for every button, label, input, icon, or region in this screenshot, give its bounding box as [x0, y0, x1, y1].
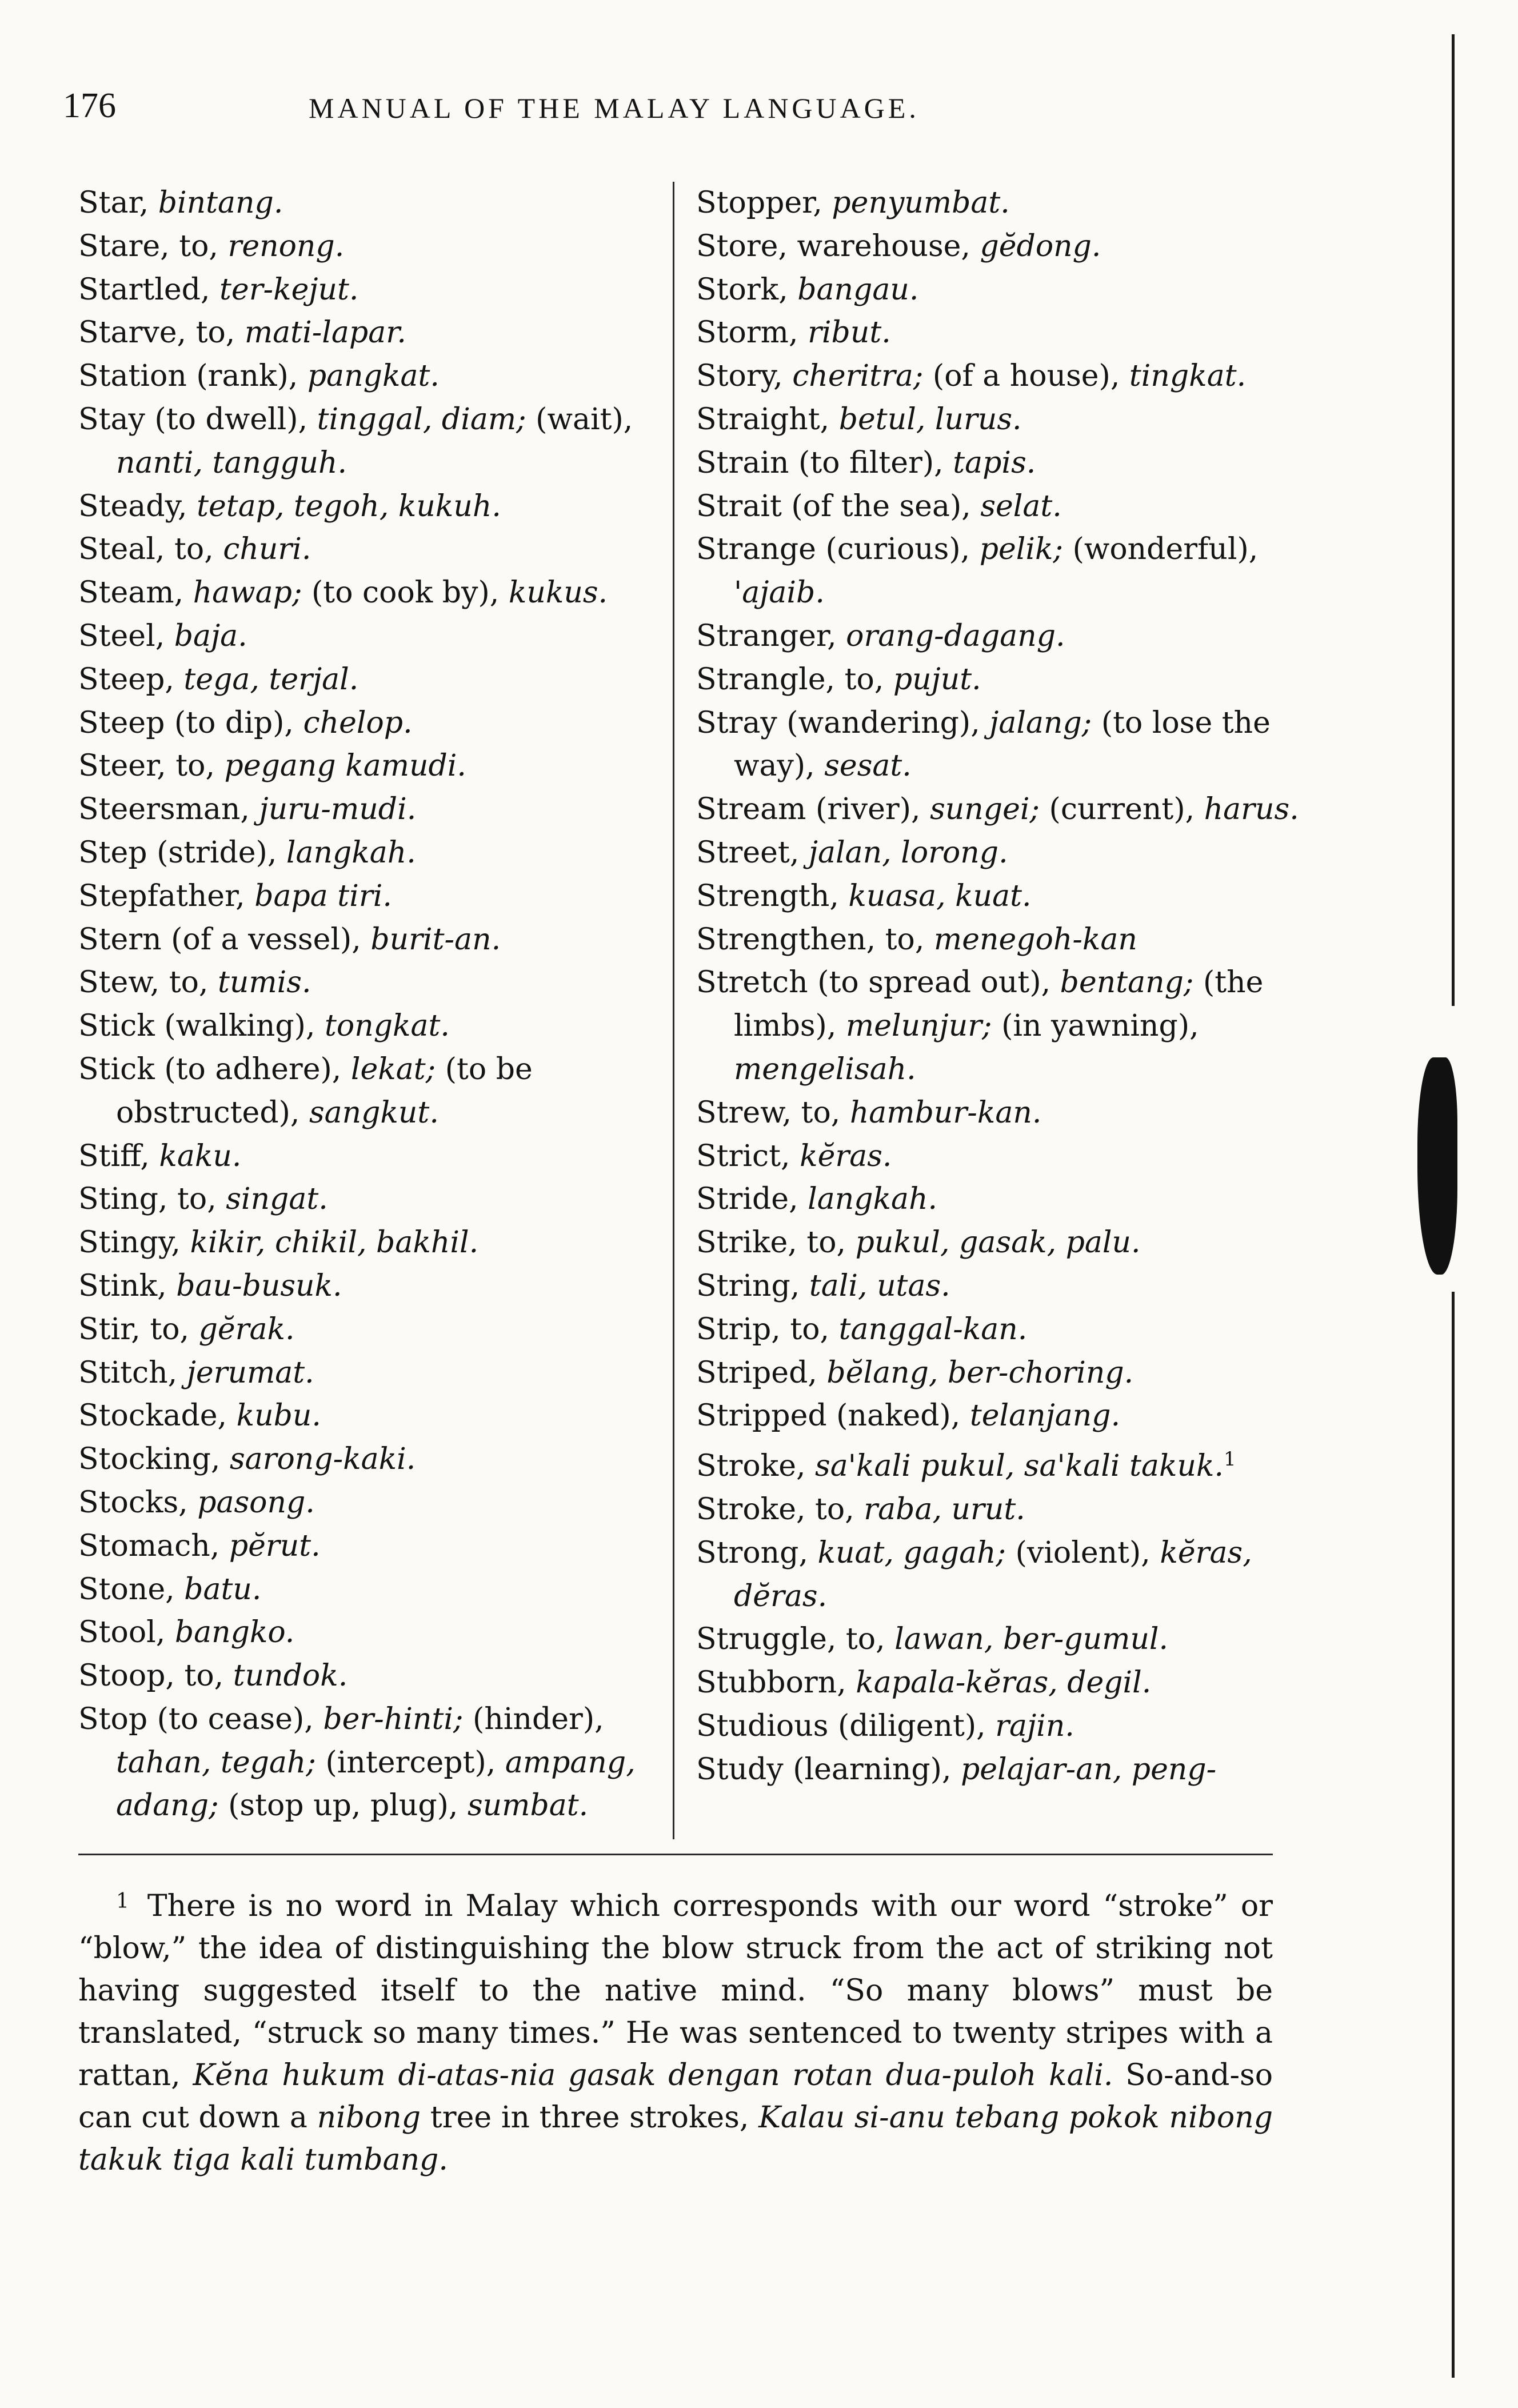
english-term: Studious (diligent),	[696, 1708, 996, 1743]
malay-term: nanti, tangguh.	[116, 445, 347, 480]
malay-term: sesat.	[824, 749, 912, 784]
english-term: Stretch (to spread out),	[696, 965, 1060, 1000]
malay-term: lawan, ber-gumul.	[894, 1622, 1169, 1657]
dictionary-entry	[78, 745, 684, 788]
malay-term: burit-an.	[370, 922, 501, 957]
english-term: Stride,	[696, 1182, 808, 1217]
english-term: Store, warehouse,	[696, 229, 980, 263]
english-term: (to be obstructed),	[116, 1052, 533, 1130]
english-term: Steal, to,	[78, 532, 223, 567]
english-term: Strangle, to,	[696, 662, 893, 697]
malay-term: sungei;	[930, 792, 1040, 827]
malay-term: jalang;	[989, 705, 1092, 740]
dictionary-entry	[696, 1488, 1336, 1532]
malay-term: pukul, gasak, palu.	[855, 1225, 1141, 1260]
malay-term: tali, utas.	[809, 1268, 950, 1303]
english-term: There is no word in Malay which corresponds with our word “stroke” or “blow,” the idea of distinguishing the blow struck from the act of striking not having suggested itself to the native mind. “So many blows” must be translated, “struck so many times.” He was sentenced to twenty stripes with a rattan,	[78, 1889, 1273, 2092]
malay-term: bapa tiri.	[254, 878, 392, 913]
malay-term: tanggal-kan.	[838, 1312, 1028, 1347]
english-term: (the limbs),	[734, 965, 1264, 1044]
malay-term: harus.	[1204, 792, 1299, 827]
malay-term: tinggal, diam;	[317, 402, 526, 437]
english-term: Stranger,	[696, 618, 846, 653]
malay-term: pelajar-an, peng-	[961, 1752, 1217, 1787]
malay-term: menegoh-kan	[933, 922, 1137, 957]
dictionary-entry	[696, 1352, 1336, 1395]
dictionary-entry	[78, 225, 684, 269]
malay-term: tetap, tegoh, kukuh.	[197, 489, 501, 524]
malay-term: selat.	[980, 489, 1062, 524]
malay-term: 'ajaib.	[734, 576, 825, 610]
malay-term: bintang.	[158, 186, 283, 220]
english-term: Striped,	[696, 1355, 827, 1390]
english-term: Stingy,	[78, 1225, 190, 1260]
malay-term: lekat;	[350, 1052, 436, 1087]
dictionary-entry	[696, 875, 1336, 919]
malay-term: ter-kejut.	[219, 272, 359, 307]
malay-term: jerumat.	[186, 1355, 314, 1390]
malay-term: sarong-kaki.	[229, 1442, 416, 1477]
page-edge-ink-blot	[1417, 1057, 1457, 1275]
dictionary-entry	[696, 225, 1336, 269]
dictionary-entry	[78, 1525, 684, 1568]
dictionary-entry	[78, 875, 684, 919]
dictionary-entry	[78, 1048, 684, 1135]
english-term: Stepfather,	[78, 878, 255, 913]
dictionary-entry	[696, 961, 1336, 1091]
english-term: Strength,	[696, 878, 849, 913]
dictionary-entry	[696, 312, 1336, 355]
malay-term: melunjur;	[845, 1009, 992, 1044]
english-term: Strengthen, to,	[696, 922, 934, 957]
english-term: Strict,	[696, 1139, 800, 1173]
english-term: Storm,	[696, 316, 808, 350]
english-term: Stockade,	[78, 1399, 237, 1433]
malay-term: kukus.	[508, 576, 608, 610]
english-term: Stocks,	[78, 1485, 198, 1520]
english-term: (in yawning),	[992, 1009, 1199, 1044]
dictionary-entry	[696, 1395, 1336, 1438]
english-term: Straight,	[696, 402, 839, 437]
dictionary-entry	[78, 1005, 684, 1048]
malay-term: hambur-kan.	[849, 1095, 1042, 1130]
english-term: (to cook by),	[302, 576, 509, 610]
english-term: Stoop, to,	[78, 1659, 233, 1694]
malay-term: raba, urut.	[864, 1492, 1025, 1527]
dictionary-entry	[78, 1698, 684, 1828]
english-term: (wait),	[526, 402, 633, 437]
english-term: Stubborn,	[696, 1666, 856, 1700]
english-term: Steam,	[78, 576, 193, 610]
english-term: Startled,	[78, 272, 220, 307]
dictionary-entry	[696, 1532, 1336, 1619]
malay-term: langkah.	[286, 835, 416, 870]
malay-term: gĕdong.	[980, 229, 1101, 263]
dictionary-entry	[78, 1352, 684, 1395]
malay-term: telanjang.	[969, 1399, 1121, 1433]
english-term: Stern (of a vessel),	[78, 922, 371, 957]
malay-term: tingkat.	[1129, 359, 1247, 394]
malay-term: pĕrut.	[229, 1528, 321, 1563]
english-term: Station (rank),	[78, 359, 307, 394]
english-term: Stitch,	[78, 1355, 187, 1390]
dictionary-entry	[696, 528, 1336, 615]
dictionary-entry	[78, 1438, 684, 1481]
english-term: Strike, to,	[696, 1225, 856, 1260]
malay-term: juru-mudi.	[259, 792, 417, 827]
dictionary-entry	[78, 355, 684, 398]
english-term: Strip, to,	[696, 1312, 839, 1347]
english-term: Strong,	[696, 1535, 818, 1570]
dictionary-entry	[696, 398, 1336, 442]
dictionary-entry	[78, 615, 684, 658]
malay-term: pujut.	[893, 662, 981, 697]
english-term: Stomach,	[78, 1528, 229, 1563]
dictionary-entry	[78, 961, 684, 1005]
english-term: Stir, to,	[78, 1312, 199, 1347]
malay-term: pangkat.	[307, 359, 440, 394]
malay-term: tumis.	[217, 965, 311, 1000]
malay-term: kapala-kĕras, degil.	[856, 1666, 1152, 1700]
dictionary-entry	[78, 398, 684, 485]
dictionary-entry	[78, 919, 684, 962]
english-term: Stork,	[696, 272, 798, 307]
english-term: (current),	[1040, 792, 1204, 827]
malay-term: tapis.	[953, 445, 1036, 480]
dictionary-entry	[696, 1135, 1336, 1179]
english-term: Steer, to,	[78, 749, 225, 784]
english-term: Strain (to filter),	[696, 445, 953, 480]
malay-term: jalan, lorong.	[808, 835, 1008, 870]
english-term: Stream (river),	[696, 792, 930, 827]
dictionary-entry	[696, 182, 1336, 225]
dictionary-entry	[78, 572, 684, 615]
malay-term: tongkat.	[325, 1009, 450, 1044]
english-term: Strait (of the sea),	[696, 489, 981, 524]
running-head: MANUAL OF THE MALAY LANGUAGE.	[309, 92, 920, 124]
malay-term: mati-lapar.	[244, 316, 406, 350]
english-term: (wonderful),	[1063, 532, 1259, 567]
english-term: Steady,	[78, 489, 197, 524]
malay-term: tahan, tegah;	[116, 1745, 316, 1780]
malay-term: nibong	[317, 2100, 421, 2135]
dictionary-entry	[78, 1568, 684, 1612]
dictionary-entry	[696, 832, 1336, 875]
malay-term: Kĕna hukum di-atas-nia gasak dengan rotan dua-puloh kali.	[193, 2058, 1113, 2092]
malay-term: bentang;	[1060, 965, 1194, 1000]
english-term: Stop (to cease),	[78, 1702, 323, 1736]
english-term: Stocking,	[78, 1442, 230, 1477]
page-number: 176	[63, 86, 116, 125]
english-term: Strange (curious),	[696, 532, 980, 567]
dictionary-entry	[696, 1265, 1336, 1308]
dictionary-entry	[78, 1221, 684, 1265]
english-term: Stew, to,	[78, 965, 218, 1000]
right-column	[696, 182, 1336, 1791]
malay-term: langkah.	[808, 1182, 938, 1217]
dictionary-entry	[696, 702, 1336, 789]
malay-term: kaku.	[159, 1139, 242, 1173]
footnote	[78, 1880, 1273, 2181]
dictionary-entry	[696, 1618, 1336, 1662]
english-term: Sting, to,	[78, 1182, 226, 1217]
malay-term: kuasa, kuat.	[848, 878, 1032, 913]
dictionary-entry	[78, 528, 684, 572]
malay-term: tega, terjal.	[183, 662, 359, 697]
left-column	[78, 182, 684, 1828]
english-term: (stop up, plug),	[218, 1788, 468, 1823]
english-term: Stiff,	[78, 1139, 159, 1173]
english-term: Star,	[78, 186, 158, 220]
english-term: (hinder),	[463, 1702, 604, 1736]
malay-term: batu.	[184, 1572, 262, 1607]
malay-term: renong.	[227, 229, 345, 263]
dictionary-entry	[78, 1655, 684, 1698]
footnote-reference: 1	[1224, 1448, 1236, 1471]
dictionary-entry	[696, 658, 1336, 702]
english-term: Steep,	[78, 662, 184, 697]
english-term: tree in three strokes,	[421, 2100, 759, 2135]
english-term: (intercept),	[315, 1745, 505, 1780]
malay-term: kikir, chikil, bakhil.	[190, 1225, 479, 1260]
english-term: String,	[696, 1268, 809, 1303]
english-term: Steersman,	[78, 792, 259, 827]
english-term: (of a house),	[923, 359, 1129, 394]
english-term: Stroke,	[696, 1449, 816, 1484]
malay-term: ampang, adang;	[116, 1745, 636, 1823]
dictionary-entry	[78, 1395, 684, 1438]
english-term: Stay (to dwell),	[78, 402, 317, 437]
dictionary-entry	[696, 355, 1336, 398]
malay-term: sangkut.	[309, 1095, 439, 1130]
dictionary-entry	[78, 485, 684, 529]
dictionary-entry	[78, 658, 684, 702]
dictionary-entry	[696, 1221, 1336, 1265]
malay-term: rajin.	[995, 1708, 1074, 1743]
malay-term: singat.	[226, 1182, 328, 1217]
english-term: Steel,	[78, 618, 174, 653]
english-term: Stink,	[78, 1268, 177, 1303]
malay-term: betul, lurus.	[838, 402, 1022, 437]
english-term: Stopper,	[696, 186, 832, 220]
dictionary-entry	[78, 1178, 684, 1221]
dictionary-entry	[696, 1748, 1336, 1792]
dictionary-entry	[78, 182, 684, 225]
malay-term: chelop.	[303, 705, 413, 740]
english-term: Stare, to,	[78, 229, 228, 263]
dictionary-entry	[78, 1135, 684, 1179]
malay-term: pasong.	[197, 1485, 315, 1520]
dictionary-entry	[78, 832, 684, 875]
column-divider	[673, 182, 674, 1839]
dictionary-entry	[78, 1481, 684, 1525]
malay-term: orang-dagang.	[846, 618, 1065, 653]
malay-term: ber-hinti;	[323, 1702, 464, 1736]
malay-term: tundok.	[233, 1659, 348, 1694]
english-term: Step (stride),	[78, 835, 286, 870]
dictionary-entry	[696, 269, 1336, 312]
dictionary-entry	[696, 442, 1336, 485]
dictionary-entry	[78, 702, 684, 745]
malay-term: pegang kamudi.	[224, 749, 466, 784]
dictionary-entry	[696, 1092, 1336, 1135]
english-term: Strew, to,	[696, 1095, 850, 1130]
malay-term: gĕrak.	[198, 1312, 295, 1347]
page-edge-line-top	[1452, 34, 1455, 1006]
english-term: Starve, to,	[78, 316, 245, 350]
malay-term: kĕras.	[800, 1139, 892, 1173]
dictionary-entry	[78, 1308, 684, 1352]
malay-term: Kalau si-anu tebang pokok nibong takuk tiga kali tumbang.	[78, 2100, 1273, 2177]
footnote-marker: 1	[116, 1890, 129, 1913]
malay-term: kuat, gagah;	[817, 1535, 1006, 1570]
malay-term: bĕlang, ber-choring.	[826, 1355, 1134, 1390]
english-term: Stroke, to,	[696, 1492, 864, 1527]
dictionary-entry	[696, 1178, 1336, 1221]
english-term: Stripped (naked),	[696, 1399, 970, 1433]
malay-term: sa'kali pukul, sa'kali takuk.	[815, 1449, 1224, 1484]
english-term: So-and-so can cut down a	[78, 2058, 1273, 2135]
english-term: Stool,	[78, 1615, 175, 1650]
dictionary-entry	[78, 269, 684, 312]
malay-term: pelik;	[979, 532, 1064, 567]
dictionary-entry	[78, 312, 684, 355]
dictionary-entry	[696, 1705, 1336, 1748]
english-term: Study (learning),	[696, 1752, 961, 1787]
dictionary-entry	[696, 1438, 1336, 1488]
english-term: Stone,	[78, 1572, 185, 1607]
footnote-rule	[78, 1854, 1273, 1855]
malay-term: kĕras, dĕras.	[734, 1535, 1252, 1614]
malay-term: kubu.	[236, 1399, 321, 1433]
dictionary-entry	[696, 485, 1336, 529]
dictionary-entry	[696, 1308, 1336, 1352]
malay-term: bau-busuk.	[176, 1268, 342, 1303]
english-term: (violent),	[1006, 1535, 1160, 1570]
malay-term: bangko.	[174, 1615, 295, 1650]
dictionary-entry	[78, 1611, 684, 1655]
english-term: Street,	[696, 835, 809, 870]
english-term: (to lose the way),	[734, 705, 1271, 784]
english-term: Story,	[696, 359, 793, 394]
english-term: Stick (to adhere),	[78, 1052, 351, 1087]
malay-term: sumbat.	[468, 1788, 589, 1823]
dictionary-entry	[78, 788, 684, 832]
malay-term: cheritra;	[792, 359, 924, 394]
malay-term: churi.	[223, 532, 311, 567]
malay-term: penyumbat.	[832, 186, 1010, 220]
malay-term: baja.	[174, 618, 247, 653]
english-term: Stray (wandering),	[696, 705, 990, 740]
english-term: Steep (to dip),	[78, 705, 303, 740]
dictionary-entry	[696, 615, 1336, 658]
malay-term: hawap;	[193, 576, 302, 610]
page-edge-line-bottom	[1452, 1292, 1455, 2378]
dictionary-entry	[696, 919, 1336, 962]
english-term: Stick (walking),	[78, 1009, 325, 1044]
dictionary-entry	[696, 1662, 1336, 1705]
dictionary-entry	[696, 788, 1336, 832]
malay-term: ribut.	[808, 316, 891, 350]
dictionary-entry	[78, 1265, 684, 1308]
english-term: Struggle, to,	[696, 1622, 895, 1657]
malay-term: mengelisah.	[734, 1052, 916, 1087]
malay-term: bangau.	[797, 272, 919, 307]
